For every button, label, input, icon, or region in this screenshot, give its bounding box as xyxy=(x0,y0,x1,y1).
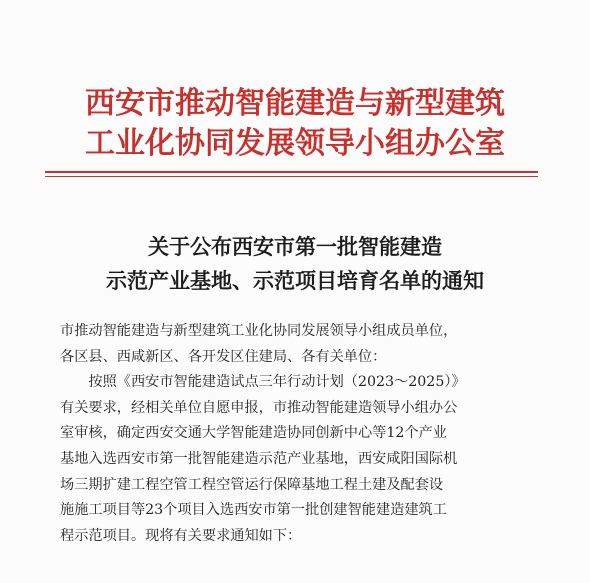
header-divider-thick xyxy=(45,171,538,173)
salutation-line-2: 各区县、西咸新区、各开发区住建局、各有关单位： xyxy=(60,348,387,365)
header-line-1: 西安市推动智能建造与新型建筑 xyxy=(85,86,505,121)
body-line-6: 施施工项目等23个项目入选西安市第一批创建智能建造建筑工 xyxy=(60,502,447,519)
title-line-1: 关于公布西安市第一批智能建造 xyxy=(148,235,442,259)
body-line-2: 有关要求，经相关单位自愿申报，市推动智能建造领导小组办公 xyxy=(60,399,458,416)
header-divider-thin xyxy=(45,176,538,177)
body-line-4: 基地入选西安市第一批智能建造示范产业基地，西安咸阳国际机 xyxy=(60,450,458,467)
issuing-office-header xyxy=(0,84,590,164)
salutation-line-1: 市推动智能建造与新型建筑工业化协同发展领导小组成员单位， xyxy=(60,323,458,339)
title-line-2: 示范产业基地、示范项目培育名单的通知 xyxy=(106,269,484,293)
body-line-5: 场三期扩建工程空管工程空管运行保障基地工程土建及配套设 xyxy=(60,476,444,493)
document-title xyxy=(0,230,590,298)
body-line-3: 室审核，确定西安交通大学智能建造协同创新中心等12个产业 xyxy=(60,425,447,442)
body-line-7: 程示范项目。现将有关要求通知如下： xyxy=(60,527,302,544)
body-line-1: 按照《西安市智能建造试点三年行动计划（2023～2025）》 xyxy=(88,374,466,391)
header-line-2: 工业化协同发展领导小组办公室 xyxy=(85,126,505,161)
document-body xyxy=(60,319,550,549)
